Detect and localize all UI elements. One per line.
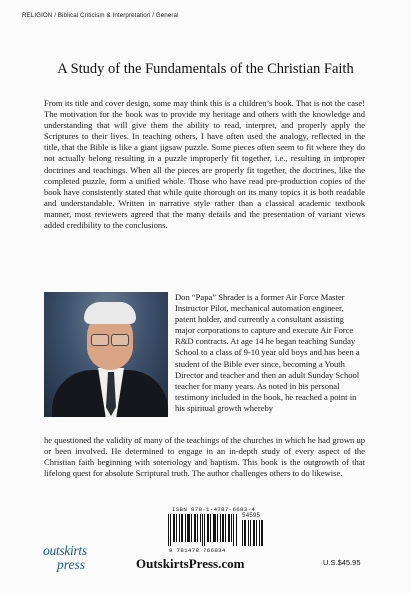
isbn-label: ISBN 978-1-4787-6683-4 bbox=[172, 506, 256, 513]
price-code: 54595 bbox=[242, 512, 261, 519]
publisher-website: OutskirtsPress.com bbox=[136, 556, 245, 571]
author-bio-side: Don “Papa” Shrader is a former Air Force Master Instructor Pilot, mechanical automation engineer, patent holder, and currently a consultant assisting major corporations to capture and execute Air Force R&D contracts. At age 14 he began teaching Sunday School to a class of 9-10 year old boys and has been a student of the Bible ever since, becoming a Youth Director and teacher and then an adult Sunday School teacher for many years. As noted in his personal testimony included in the book, he reached a point in his spiritual growth whereby bbox=[175, 292, 360, 413]
price: U.S.$45.95 bbox=[323, 558, 361, 567]
author-bio-full: he questioned the validity of many of the teachings of the churches in which he had grown up or been involved. He determined to engage in an in-depth study of every aspect of the Christian faith beginning with soteriology and baptism. This book is the outgrowth of that lifelong quest for absolute Scriptural truth. The author challenges others to do likewise. bbox=[44, 435, 365, 479]
category-line: RELIGION / Biblical Criticism & Interpretation / General bbox=[22, 12, 179, 19]
logo-line1: outskirts bbox=[43, 543, 87, 558]
barcode bbox=[167, 506, 266, 552]
book-title: A Study of the Fundamentals of the Christian Faith bbox=[57, 61, 354, 77]
logo-line2: press bbox=[57, 557, 86, 572]
barcode-bars-icon bbox=[167, 514, 239, 546]
book-description: From its title and cover design, some may think this is a children’s book. That is not the case! The motivation for the book was to provide my heritage and others with the knowledge and understanding that will give them the ability to read, interpret, and properly apply the Scriptures to their lives. In teaching others, I have often used the analogy, reflected in the title, that the Bible is like a giant jigsaw puzzle. Some pieces often seem to fit where they do not actually belong resulting in a puzzle improperly fit together, i.e., resulting in improper doctrines and teachings. When all the pieces are properly fit together, the doctrines, like the completed puzzle, form a unified whole. Those who have read pre-production copies of the book have consistently stated that while quite thorough on its many topics it is both readable and understandable. Written in narrative style rather than a classical academic textbook manner, most reviewers agreed that the many details and the presentation of variant views added credibility to the conclusions. bbox=[44, 98, 365, 231]
publisher-logo bbox=[43, 543, 99, 573]
author-photo bbox=[44, 292, 168, 417]
price-barcode-icon bbox=[241, 520, 265, 546]
barcode-digits: 9 781478 766834 bbox=[169, 547, 226, 554]
